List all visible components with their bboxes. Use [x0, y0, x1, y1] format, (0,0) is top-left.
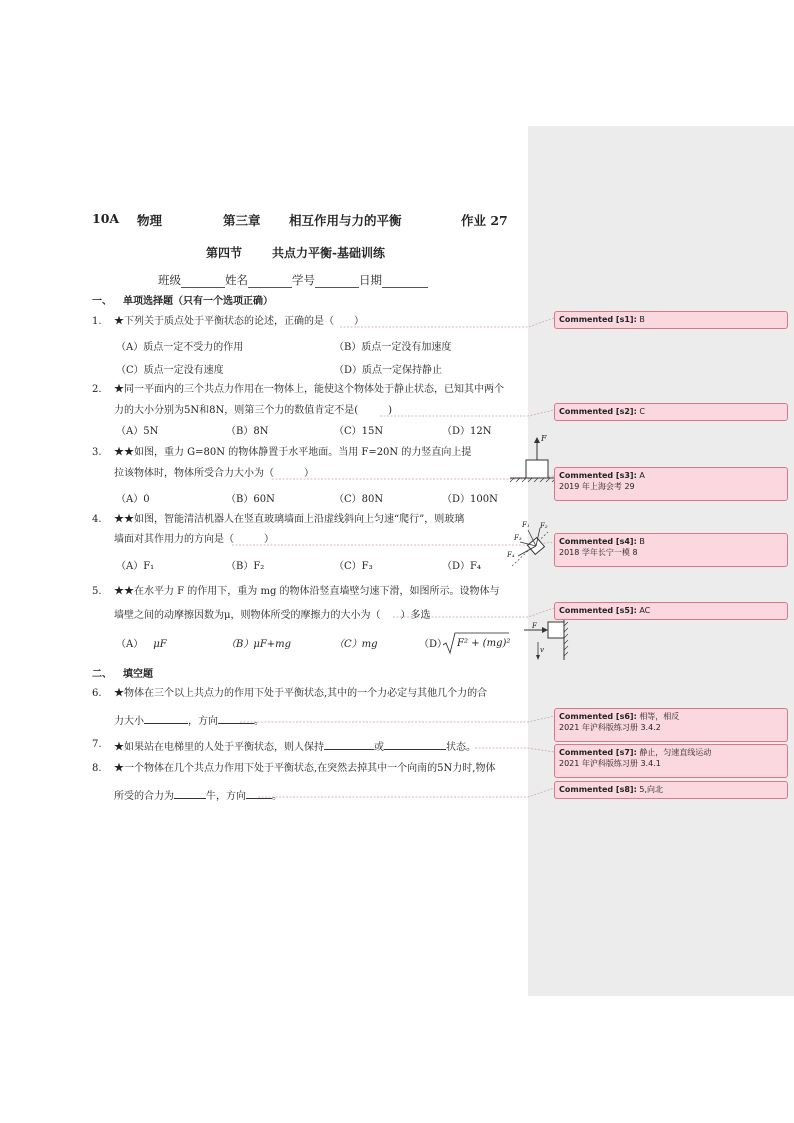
q8-line2: 所受的合力为 牛，方向 。	[114, 788, 282, 803]
q5-option-c: （C）mg	[334, 639, 378, 650]
q3-line1: ★★如图，重力 G=80N 的物体静置于水平地面。当用 F=20N 的力竖直向上提	[114, 447, 472, 458]
q5-option-d-label: （D）	[419, 639, 448, 650]
comment-s8[interactable]: Commented [s8]: 5,向北	[554, 781, 788, 799]
q6-blank-2[interactable]	[218, 713, 254, 724]
q3-number: 3.	[92, 447, 102, 458]
q5-option-b: （B）μF+mg	[226, 639, 292, 650]
q8-blank-2[interactable]	[246, 788, 272, 799]
q7-blank-2[interactable]	[384, 739, 446, 750]
q4-option-b: （B）F₂	[226, 561, 265, 572]
q4-fig-f4: F₄	[507, 551, 515, 559]
chapter: 第三章	[223, 213, 261, 228]
class-code: 10A	[92, 211, 120, 226]
q1-option-b: （B）质点一定没有加速度	[334, 342, 452, 353]
subject: 物理	[137, 213, 163, 228]
comment-s7[interactable]: Commented [s7]: 静止，匀速直线运动 2021 年沪科版练习册 3.4.1	[554, 744, 788, 778]
q4-option-a: （A）F₁	[116, 561, 155, 572]
section2-title: 填空题	[123, 669, 153, 680]
q6-line2: 力大小 ，方向 。	[114, 713, 264, 728]
q4-line1: ★★如图，智能清洁机器人在竖直玻璃墙面上沿虚线斜向上匀速“爬行”，则玻璃	[114, 514, 465, 525]
name-field[interactable]	[248, 273, 292, 288]
date-label: 日期	[359, 273, 382, 287]
comment-s4[interactable]: Commented [s4]: B 2018 学年长宁一模 8	[554, 533, 788, 567]
q8-blank-1[interactable]	[174, 788, 206, 799]
q5-line1: ★★在水平力 F 的作用下，重为 mg 的物体沿竖直墙壁匀速下滑，如图所示。设物体与	[114, 586, 500, 597]
class-field[interactable]	[181, 273, 225, 288]
comment-s5[interactable]: Commented [s5]: AC	[554, 602, 788, 620]
date-field[interactable]	[382, 273, 428, 288]
q1-option-c: （C）质点一定没有速度	[116, 365, 224, 376]
q1-option-a: （A）质点一定不受力的作用	[116, 342, 244, 353]
q3-option-a: （A）0	[116, 494, 150, 505]
name-label: 姓名	[225, 273, 248, 287]
chapter-title: 相互作用与力的平衡	[289, 213, 402, 228]
q3-option-c: （C）80N	[334, 494, 384, 505]
q4-fig-f2: F₂	[540, 522, 548, 530]
q3-figure-label: F	[541, 434, 547, 443]
q1-stem: ★下列关于质点处于平衡状态的论述，正确的是（ ）	[114, 316, 364, 327]
q6-blank-1[interactable]	[144, 713, 188, 724]
q7-blank-1[interactable]	[324, 739, 374, 750]
q2-option-c: （C）15N	[334, 426, 384, 437]
q4-option-d: （D）F₄	[442, 561, 481, 572]
q2-line2: 力的大小分别为5N和8N，则第三个力的数值肯定不是( )	[114, 405, 393, 416]
comment-s2[interactable]: Commented [s2]: C	[554, 403, 788, 421]
section1-title: 单项选择题（只有一个选项正确）	[123, 296, 273, 307]
q7-number: 7.	[92, 739, 102, 750]
q3-option-b: （B）60N	[226, 494, 275, 505]
q4-number: 4.	[92, 514, 102, 525]
q6-line1: ★物体在三个以上共点力的作用下处于平衡状态,其中的一个力必定与其他几个力的合	[114, 688, 488, 699]
q4-option-c: （C）F₃	[334, 561, 373, 572]
q4-line2: 墙面对其作用力的方向是（ ）	[114, 534, 274, 545]
q1-number: 1.	[92, 316, 102, 327]
q8-line1: ★一个物体在几个共点力作用下处于平衡状态,在突然去掉其中一个向南的5N力时,物体	[114, 763, 496, 774]
q5-option-a: （A） μF	[116, 639, 167, 650]
q5-figure	[520, 614, 570, 664]
q5-fig-force: F	[532, 622, 537, 630]
q5-fig-velocity: v	[540, 646, 544, 654]
section2-number: 二、	[92, 669, 112, 680]
q5-option-d-formula: F² + (mg)²	[457, 638, 511, 649]
id-field[interactable]	[315, 273, 359, 288]
q1-option-d: （D）质点一定保持静止	[334, 365, 443, 376]
q2-option-b: （B）8N	[226, 426, 269, 437]
q4-fig-f3: F₃	[514, 534, 522, 542]
section1-number: 一、	[92, 296, 112, 307]
q2-number: 2.	[92, 384, 102, 395]
homework-number: 作业 27	[461, 213, 508, 228]
student-info-line	[158, 272, 428, 288]
class-label: 班级	[158, 273, 181, 287]
section-label: 第四节	[206, 246, 243, 260]
comment-s3[interactable]: Commented [s3]: A 2019 年上海会考 29	[554, 467, 788, 501]
q3-line2: 拉该物体时，物体所受合力大小为（ ）	[114, 468, 314, 479]
q6-number: 6.	[92, 688, 102, 699]
comment-s6[interactable]: Commented [s6]: 相等，相反 2021 年沪科版练习册 3.4.2	[554, 708, 788, 742]
q3-figure	[508, 434, 558, 484]
id-label: 学号	[292, 273, 315, 287]
q4-fig-f1: F₁	[522, 521, 530, 529]
q8-number: 8.	[92, 763, 102, 774]
q3-option-d: （D）100N	[442, 494, 498, 505]
q2-line1: ★同一平面内的三个共点力作用在一物体上，能使这个物体处于静止状态，已知其中两个	[114, 384, 504, 395]
section-title: 共点力平衡-基础训练	[272, 246, 385, 260]
q5-line2: 墙壁之间的动摩擦因数为μ，则物体所受的摩擦力的大小为（ ）多选	[114, 610, 431, 621]
q2-option-d: （D）12N	[442, 426, 492, 437]
comment-s1[interactable]: Commented [s1]: B	[554, 311, 788, 329]
q7-text: ★如果站在电梯里的人处于平衡状态，则人保持 或 状态。	[114, 739, 476, 754]
q2-option-a: （A）5N	[116, 426, 159, 437]
q5-number: 5.	[92, 586, 102, 597]
